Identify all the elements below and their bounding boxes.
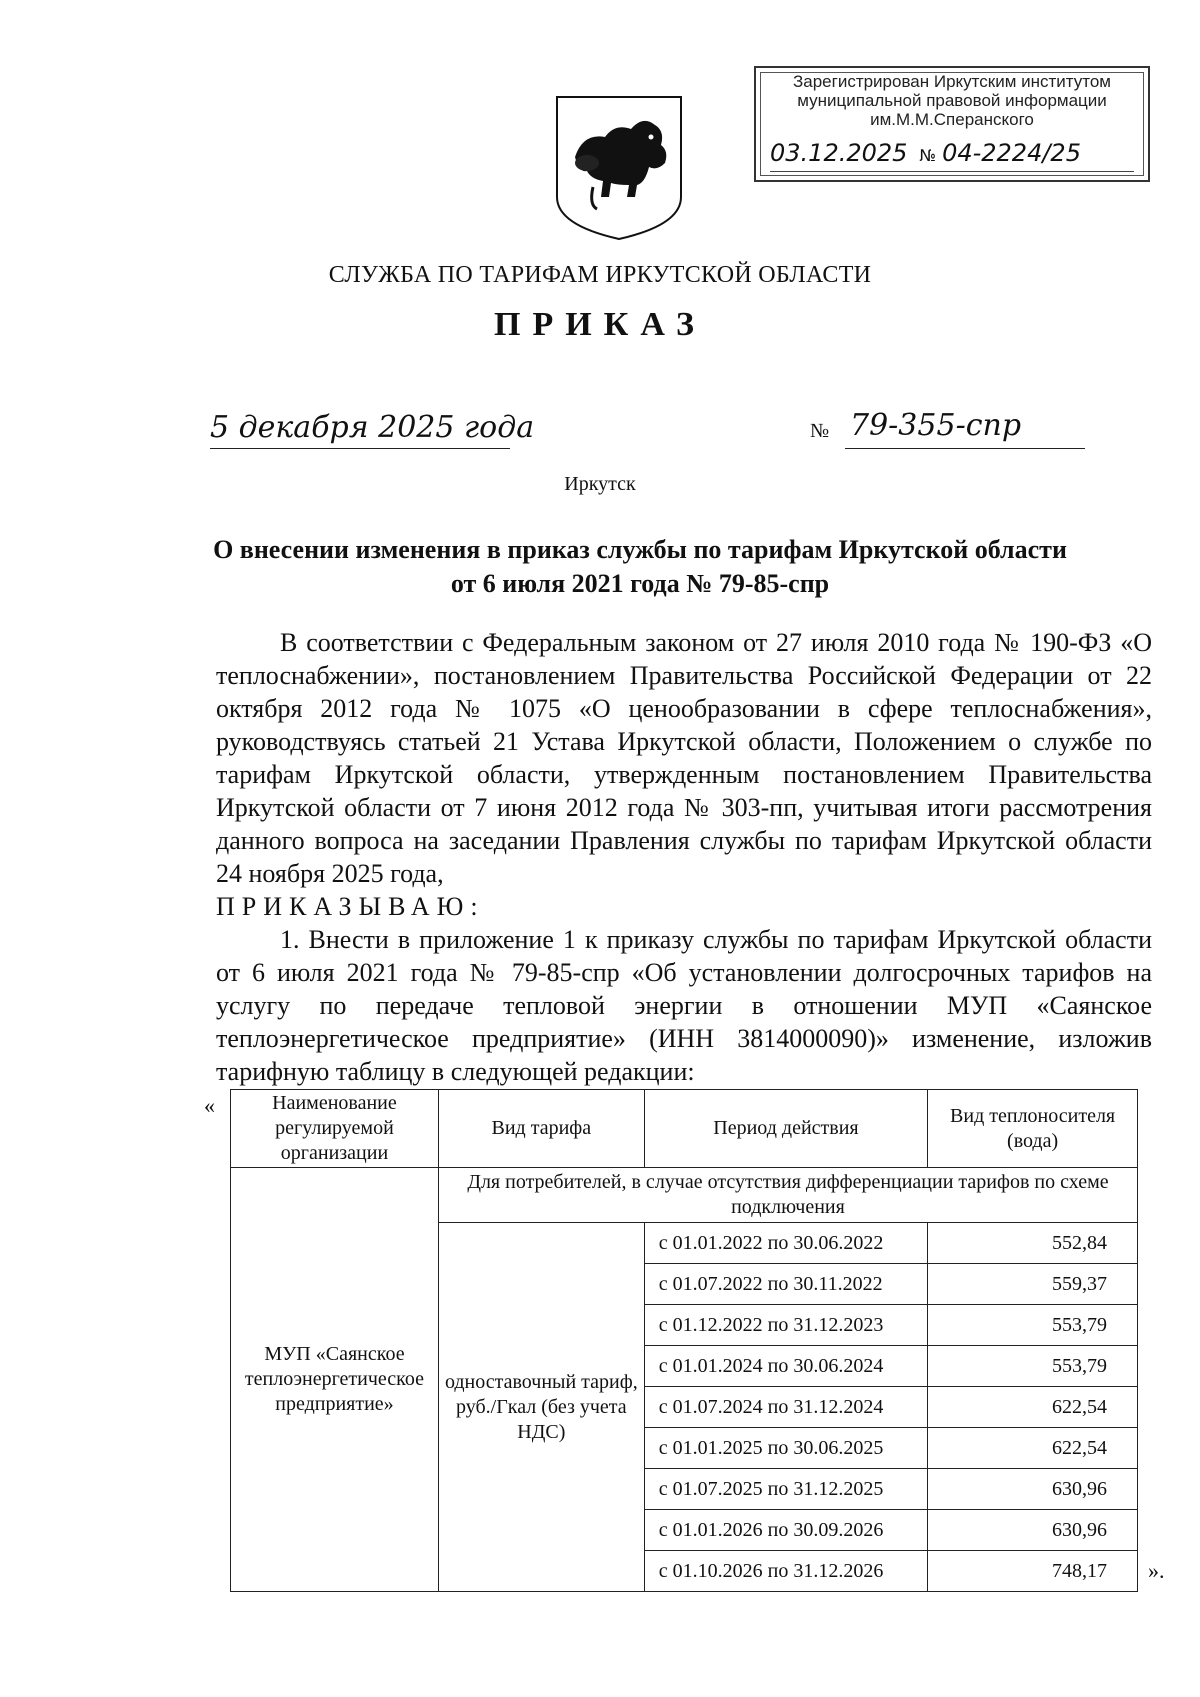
title-line-1: О внесении изменения в приказ службы по тарифам Иркутской области — [213, 535, 1067, 564]
tariff-table — [230, 1089, 1138, 1592]
document-title — [200, 533, 1080, 601]
cell-period: с 01.07.2022 по 30.11.2022 — [644, 1264, 927, 1305]
order-number-label: № — [810, 420, 830, 442]
irkutsk-coat-of-arms-icon — [553, 93, 685, 243]
header-org: Наименование регулируемой организации — [231, 1090, 439, 1168]
table-subheader-row — [231, 1168, 1138, 1223]
registration-stamp — [754, 66, 1150, 182]
cell-value: 559,37 — [928, 1264, 1138, 1305]
header-carrier: Вид теплоносителя (вода) — [928, 1090, 1138, 1168]
table-quote-close: ». — [1148, 1558, 1165, 1583]
cell-value: 553,79 — [928, 1305, 1138, 1346]
cell-period: с 01.10.2026 по 31.12.2026 — [644, 1551, 927, 1592]
cell-value: 748,17 — [928, 1551, 1138, 1592]
document-body — [216, 626, 1152, 1088]
title-line-2: от 6 июля 2021 года № 79-85-спр — [450, 569, 830, 598]
number-underline — [845, 448, 1085, 449]
cell-period: с 01.01.2024 по 30.06.2024 — [644, 1346, 927, 1387]
cell-value: 552,84 — [928, 1223, 1138, 1264]
cell-tariff-kind: одноставочный тариф, руб./Гкал (без учета НДС) — [438, 1223, 644, 1592]
preamble-paragraph: В соответствии с Федеральным законом от 27 июля 2010 года № 190-ФЗ «О теплоснабжении», постановлением Правительства Российской Федерации от 22 октября 2012 года № 1075 «О ценообразовании в сфере теплоснабжения», руководствуясь статьей 21 Устава Иркутской области, Положением о службе по тарифам Иркутской области, утвержденным постановлением Правительства Иркутской области от 7 июня 2012 года № 303-пп, учитывая итоги рассмотрения данного вопроса на заседании Правления службы по тарифам Иркутской области 24 ноября 2025 года, — [216, 628, 1152, 888]
document-type: ПРИКАЗ — [494, 306, 706, 343]
stamp-line-2: муниципальной правовой информации — [797, 91, 1107, 110]
cell-period: с 01.01.2026 по 30.09.2026 — [644, 1510, 927, 1551]
stamp-reg-number: 04-2224/25 — [942, 139, 1081, 167]
order-word: ПРИКАЗЫВАЮ: — [216, 892, 485, 921]
stamp-no-label: № — [919, 146, 937, 165]
item-1-paragraph: 1. Внести в приложение 1 к приказу службы по тарифам Иркутской области от 6 июля 2021 года № 79-85-спр «Об установлении долгосрочных тарифов на услугу по передаче тепловой энергии в отношении МУП «Саянское теплоэнергетическое предприятие» (ИНН 3814000090)» изменение, изложив тарифную таблицу в следующей редакции: — [216, 925, 1152, 1086]
date-underline — [210, 448, 510, 449]
table-quote-open: « — [204, 1093, 215, 1118]
stamp-reg-date: 03.12.2025 — [770, 139, 908, 167]
header-period: Период действия — [644, 1090, 927, 1168]
agency-name: СЛУЖБА ПО ТАРИФАМ ИРКУТСКОЙ ОБЛАСТИ — [328, 262, 872, 288]
cell-value: 622,54 — [928, 1387, 1138, 1428]
cell-period: с 01.07.2025 по 31.12.2025 — [644, 1469, 927, 1510]
city: Иркутск — [564, 473, 636, 495]
stamp-line-3: им.М.М.Сперанского — [870, 110, 1034, 129]
cell-organization: МУП «Саянское теплоэнергетическое предприятие» — [231, 1168, 439, 1592]
cell-value: 553,79 — [928, 1346, 1138, 1387]
order-number: 79-355-спр — [850, 408, 1022, 443]
table-header-row — [231, 1090, 1138, 1168]
cell-period: с 01.12.2022 по 31.12.2023 — [644, 1305, 927, 1346]
cell-value: 622,54 — [928, 1428, 1138, 1469]
cell-subheader: Для потребителей, в случае отсутствия дифференциации тарифов по схеме подключения — [438, 1168, 1137, 1223]
cell-period: с 01.07.2024 по 31.12.2024 — [644, 1387, 927, 1428]
order-date: 5 декабря 2025 года — [210, 410, 535, 445]
cell-value: 630,96 — [928, 1510, 1138, 1551]
cell-period: с 01.01.2025 по 30.06.2025 — [644, 1428, 927, 1469]
cell-value: 630,96 — [928, 1469, 1138, 1510]
header-tariff-type: Вид тарифа — [438, 1090, 644, 1168]
stamp-line-1: Зарегистрирован Иркутским институтом — [792, 72, 1111, 91]
cell-period: с 01.01.2022 по 30.06.2022 — [644, 1223, 927, 1264]
